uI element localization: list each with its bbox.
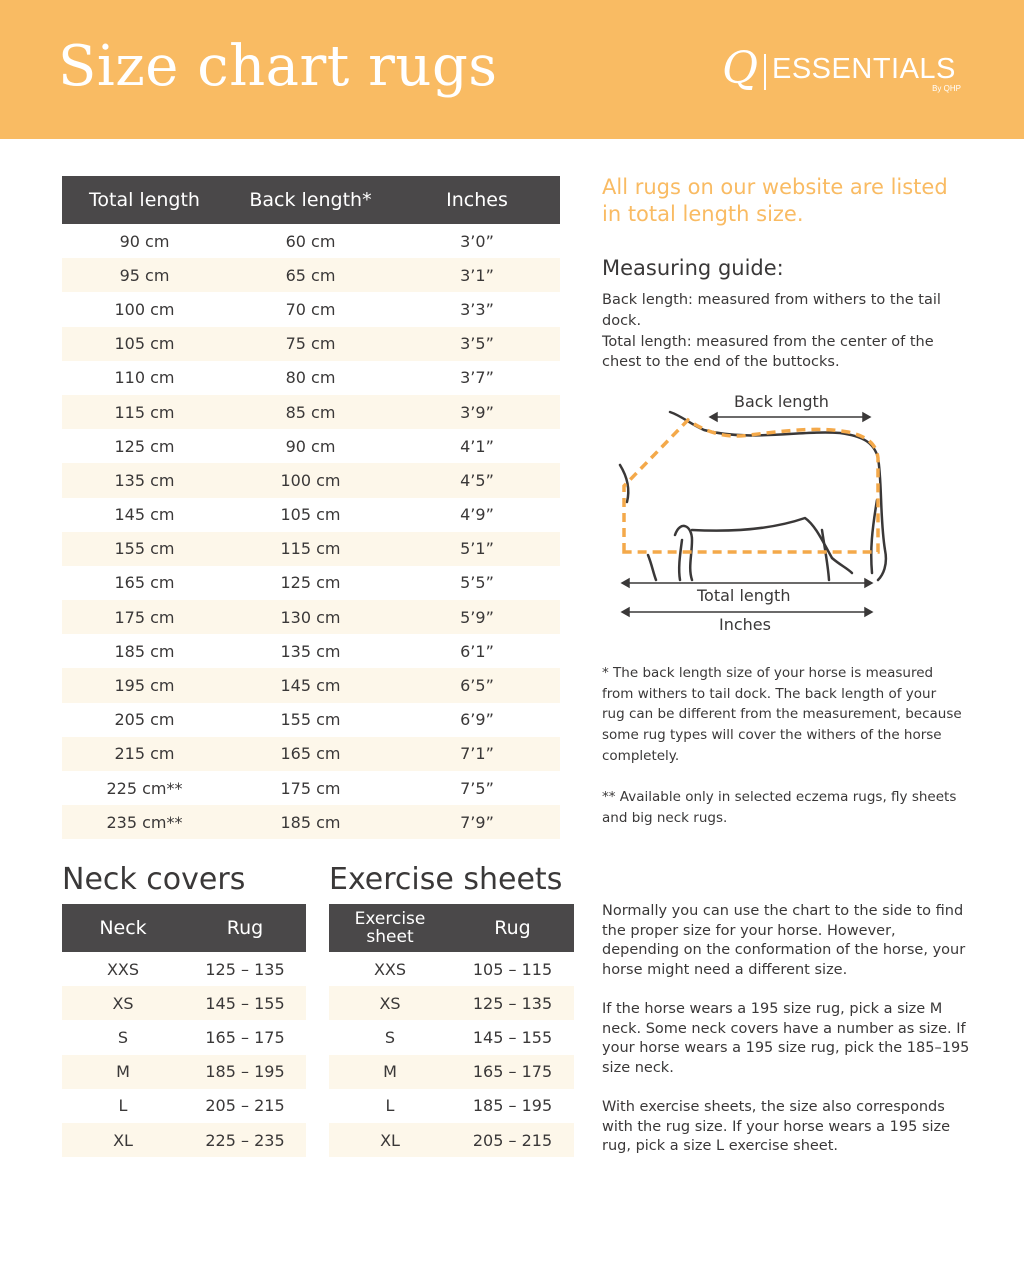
page-title: Size chart rugs — [58, 34, 498, 99]
table-row — [62, 532, 560, 566]
back-length-footnote: * The back length size of your horse is measured from withers to tail dock. The back length of your rug can be different from the measurement, because some rug types will cover the withers of the horse completely. — [602, 665, 962, 764]
neck-covers-title: Neck covers — [62, 862, 246, 897]
measuring-guide-title: Measuring guide: — [602, 256, 784, 280]
table-cell: 175 cm — [62, 600, 227, 634]
column-header-back-length: Back length* — [227, 176, 394, 224]
table-cell: 105 – 115 — [472, 959, 553, 979]
brand-logo — [722, 43, 967, 98]
table-cell: 155 cm — [280, 710, 341, 730]
table-cell: 7’9” — [394, 805, 560, 839]
measuring-guide-text — [602, 290, 942, 373]
table-row — [62, 361, 560, 395]
table-row — [62, 292, 560, 326]
diagram-label-back-length: Back length — [734, 392, 829, 411]
table-cell: 100 cm — [227, 463, 394, 497]
table-row — [329, 1055, 574, 1089]
table-cell: 125 cm — [114, 436, 175, 456]
table-cell: 3’0” — [460, 231, 494, 251]
table-cell: 155 cm — [62, 532, 227, 566]
table-header-row — [62, 176, 560, 224]
table-row — [62, 1055, 306, 1089]
table-row — [62, 952, 306, 986]
total-length-note: All rugs on our website are listed in total length size. — [602, 175, 948, 226]
table-cell: 3’3” — [460, 299, 494, 319]
column-header-inches: Inches — [394, 176, 560, 224]
table-row — [62, 634, 560, 668]
table-row — [62, 566, 560, 600]
horse-body-outline — [620, 412, 886, 580]
table-row — [62, 463, 560, 497]
back-length-arrow — [710, 413, 870, 421]
table-cell: 135 cm — [62, 463, 227, 497]
table-cell: XXS — [373, 959, 407, 979]
table-cell: 205 cm — [114, 710, 175, 730]
column-header-exercise-sheet: Exercise sheet — [329, 904, 451, 952]
logo-byline: By QHP — [932, 84, 961, 93]
table-cell: 185 cm — [227, 805, 394, 839]
table-cell: M — [329, 1055, 451, 1089]
table-cell: 4’1” — [460, 436, 494, 456]
table-row — [62, 1089, 306, 1123]
table-cell: L — [118, 1096, 128, 1116]
table-cell: 185 – 195 — [184, 1055, 306, 1089]
table-cell: 95 cm — [62, 258, 227, 292]
table-cell: 70 cm — [285, 299, 336, 319]
table-row — [329, 986, 574, 1020]
table-cell: 130 cm — [227, 600, 394, 634]
table-row — [329, 1020, 574, 1054]
table-cell: 125 – 135 — [205, 959, 285, 979]
column-header-rug: Rug — [451, 904, 574, 952]
table-row — [62, 429, 560, 463]
column-header-rug: Rug — [184, 904, 306, 952]
table-cell: 60 cm — [285, 231, 336, 251]
header-banner — [0, 0, 1024, 139]
table-cell: 205 – 215 — [451, 1123, 574, 1157]
table-row — [62, 395, 560, 429]
table-cell: 145 – 155 — [472, 1027, 553, 1047]
table-cell: 5’1” — [394, 532, 560, 566]
table-cell: 3’9” — [394, 395, 560, 429]
table-cell: 3’7” — [460, 368, 494, 388]
table-cell: 205 – 215 — [205, 1096, 285, 1116]
advice-paragraph-exercise: With exercise sheets, the size also corresponds with the rug size. If your horse wears a 195 size rug, pick a size L exercise sheet. — [602, 1099, 951, 1155]
table-cell: 7’5” — [460, 778, 494, 798]
guide-total-length: Total length: measured from the center of the chest to the end of the buttocks. — [602, 333, 934, 371]
table-cell: S — [384, 1027, 396, 1047]
logo-q-mark: Q — [722, 43, 759, 94]
table-row — [329, 1089, 574, 1123]
table-cell: 3’1” — [394, 258, 560, 292]
table-cell: 105 cm — [62, 327, 227, 361]
exercise-sheets-title: Exercise sheets — [329, 862, 563, 897]
table-cell: 6’1” — [460, 641, 494, 661]
table-cell: 7’1” — [394, 737, 560, 771]
logo-divider — [764, 54, 766, 90]
logo-wordmark: ESSENTIALS — [772, 53, 956, 85]
table-cell: 80 cm — [285, 368, 336, 388]
table-cell: XL — [329, 1123, 451, 1157]
table-row — [62, 805, 560, 839]
table-row — [62, 1020, 306, 1054]
table-row — [62, 327, 560, 361]
table-cell: L — [385, 1096, 395, 1116]
column-header-neck: Neck — [62, 904, 184, 952]
table-cell: 85 cm — [227, 395, 394, 429]
table-cell: 145 cm — [114, 505, 175, 525]
table-row — [62, 498, 560, 532]
table-cell: 65 cm — [227, 258, 394, 292]
table-row — [62, 771, 560, 805]
table-cell: 175 cm — [280, 778, 341, 798]
table-cell: 115 cm — [227, 532, 394, 566]
table-cell: 135 cm — [280, 641, 341, 661]
table-cell: 100 cm — [114, 299, 175, 319]
table-cell: 115 cm — [62, 395, 227, 429]
table-row — [62, 737, 560, 771]
table-cell: 165 cm — [114, 573, 175, 593]
table-row — [62, 1123, 306, 1157]
table-cell: 145 cm — [227, 668, 394, 702]
table-cell: 185 – 195 — [472, 1096, 553, 1116]
table-header-row — [62, 904, 306, 952]
advice-paragraph-neck: If the horse wears a 195 size rug, pick a size M neck. Some neck covers have a number as size. If your horse wears a 195 size rug, pick the 185–195 size neck. — [602, 1001, 970, 1076]
table-cell: 165 – 175 — [451, 1055, 574, 1089]
table-cell: 110 cm — [114, 368, 175, 388]
table-cell: 5’5” — [460, 573, 494, 593]
availability-footnote: ** Available only in selected eczema rugs, fly sheets and big neck rugs. — [602, 789, 957, 826]
table-row — [62, 986, 306, 1020]
table-cell: 165 – 175 — [205, 1027, 285, 1047]
table-row — [62, 600, 560, 634]
table-cell: 185 cm — [114, 641, 175, 661]
table-cell: 195 cm — [62, 668, 227, 702]
table-cell: 5’9” — [394, 600, 560, 634]
table-row — [62, 258, 560, 292]
table-cell: 235 cm** — [62, 805, 227, 839]
column-header-total-length: Total length — [62, 176, 227, 224]
table-cell: XS — [329, 986, 451, 1020]
table-cell: 225 – 235 — [184, 1123, 306, 1157]
diagram-label-inches: Inches — [719, 615, 771, 634]
rug-dashed-outline — [624, 420, 878, 552]
table-cell: 125 – 135 — [451, 986, 574, 1020]
table-cell: 4’9” — [460, 505, 494, 525]
table-cell: XXS — [106, 959, 140, 979]
table-row — [62, 224, 560, 258]
table-cell: XS — [62, 986, 184, 1020]
neck-covers-table — [62, 904, 306, 1157]
table-cell: 105 cm — [280, 505, 341, 525]
table-cell: 6’9” — [460, 710, 494, 730]
table-row — [329, 952, 574, 986]
table-cell: 3’5” — [394, 327, 560, 361]
table-cell: 225 cm** — [106, 778, 183, 798]
table-cell: M — [62, 1055, 184, 1089]
table-cell: 125 cm — [280, 573, 341, 593]
table-row — [62, 668, 560, 702]
table-cell: S — [117, 1027, 129, 1047]
advice-paragraph-general: Normally you can use the chart to the side to find the proper size for your horse. However, depending on the conformation of the horse, your horse might need a different size. — [602, 903, 966, 978]
table-cell: 90 cm — [119, 231, 170, 251]
horse-measurement-diagram — [600, 390, 900, 640]
diagram-label-total-length: Total length — [697, 586, 791, 605]
table-cell: 145 – 155 — [184, 986, 306, 1020]
table-row — [62, 703, 560, 737]
table-cell: 90 cm — [285, 436, 336, 456]
table-cell: 215 cm — [62, 737, 227, 771]
table-cell: 4’5” — [394, 463, 560, 497]
table-cell: 6’5” — [394, 668, 560, 702]
table-cell: 165 cm — [227, 737, 394, 771]
table-cell: 75 cm — [227, 327, 394, 361]
table-cell: XL — [62, 1123, 184, 1157]
exercise-sheets-table — [329, 904, 574, 1157]
guide-back-length: Back length: measured from withers to the tail dock. — [602, 292, 941, 329]
table-row — [329, 1123, 574, 1157]
rug-size-table — [62, 176, 560, 839]
table-header-row — [329, 904, 574, 952]
